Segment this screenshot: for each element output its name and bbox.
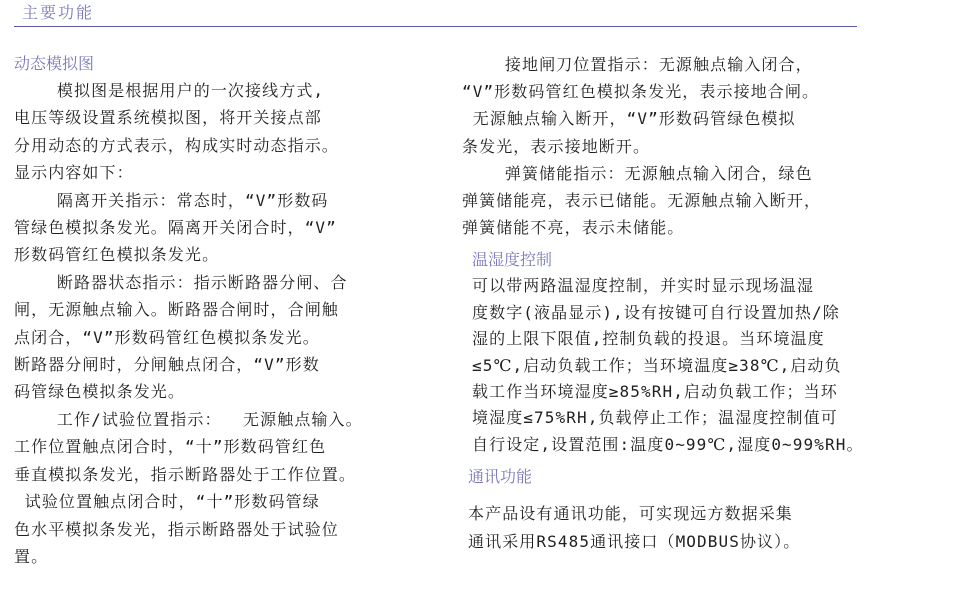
position-indicator-body	[462, 51, 937, 241]
right-column	[462, 51, 937, 555]
text-line: 点闭合，“V”形数码管红色模拟条发光。	[14, 327, 320, 347]
text-line: 工作/试验位置指示： 无源触点输入。	[14, 409, 363, 429]
heading-divider	[14, 26, 857, 27]
text-line: 码管绿色模拟条发光。	[14, 382, 186, 402]
page-heading: 主要功能	[22, 3, 95, 22]
temp-humidity-body	[462, 273, 937, 458]
text-line: 模拟图是根据用户的一次接线方式,	[14, 81, 325, 100]
text-line: 境湿度≤75%RH,负载停止工作；温湿度控制值可	[472, 408, 838, 428]
text-line: 断路器状态指示：指示断路器分闸、合	[14, 272, 348, 292]
text-line: 自行设定,设置范围:温度0~99℃,湿度0~99%RH。	[472, 434, 864, 454]
section-title-temp-humidity: 温湿度控制	[472, 250, 553, 270]
text-line: 弹簧储能不亮，表示未储能。	[462, 218, 685, 238]
text-line: 闸，无源触点输入。断路器合闸时，合闸触	[14, 300, 339, 320]
section-title-dynamic-diagram: 动态模拟图	[14, 54, 95, 73]
text-line: 无源触点输入断开，“V”形数码管绿色模拟	[462, 109, 796, 129]
text-line: 湿的上限下限值,控制负载的投退。当环境温度	[472, 329, 825, 349]
text-line: “V”形数码管红色模拟条发光，表示接地合闸。	[462, 82, 820, 102]
text-line: 置。	[14, 546, 49, 566]
text-line: 显示内容如下：	[14, 163, 134, 183]
text-line: 条发光，表示接地断开。	[462, 136, 651, 156]
text-line: 断路器分闸时，分闸触点闭合，“V”形数	[14, 355, 320, 375]
text-line: 电压等级设置系统模拟图，将开关接点部	[14, 108, 322, 128]
text-line: 本产品设有通讯功能，可实现远方数据采集	[468, 504, 793, 524]
text-line: 可以带两路温湿度控制，并实时显示现场温湿	[472, 276, 815, 296]
section-title-communication: 通讯功能	[468, 467, 533, 487]
left-column	[14, 51, 444, 570]
text-line: 垂直模拟条发光，指示断路器处于工作位置。	[14, 464, 357, 484]
text-line: 管绿色模拟条发光。隔离开关闭合时，“V”	[14, 218, 337, 238]
text-line: ≤5℃,启动负载工作；当环境温度≥38℃,启动负	[472, 355, 842, 375]
dynamic-diagram-body	[14, 77, 444, 570]
text-line: 度数字(液晶显示),设有按键可自行设置加热/除	[472, 302, 840, 322]
text-line: 色水平模拟条发光，指示断路器处于试验位	[14, 519, 339, 539]
communication-body	[462, 500, 937, 555]
text-line: 接地闸刀位置指示：无源触点输入闭合，	[462, 55, 813, 74]
text-line: 弹簧储能指示：无源触点输入闭合，绿色	[462, 163, 813, 183]
text-line: 通讯采用RS485通讯接口（MODBUS协议）。	[468, 531, 801, 551]
text-line: 载工作当环境湿度≥85%RH,启动负载工作；当环	[472, 382, 838, 402]
text-line: 形数码管红色模拟条发光。	[14, 245, 220, 265]
text-line: 分用动态的方式表示，构成实时动态指示。	[14, 135, 339, 155]
text-line: 弹簧储能亮，表示已储能。无源触点输入断开，	[462, 191, 822, 211]
text-line: 隔离开关指示：常态时，“V”形数码	[14, 190, 329, 210]
text-line: 工作位置触点闭合时，“十”形数码管红色	[14, 437, 327, 457]
text-line: 试验位置触点闭合时，“十”形数码管绿	[14, 492, 320, 512]
